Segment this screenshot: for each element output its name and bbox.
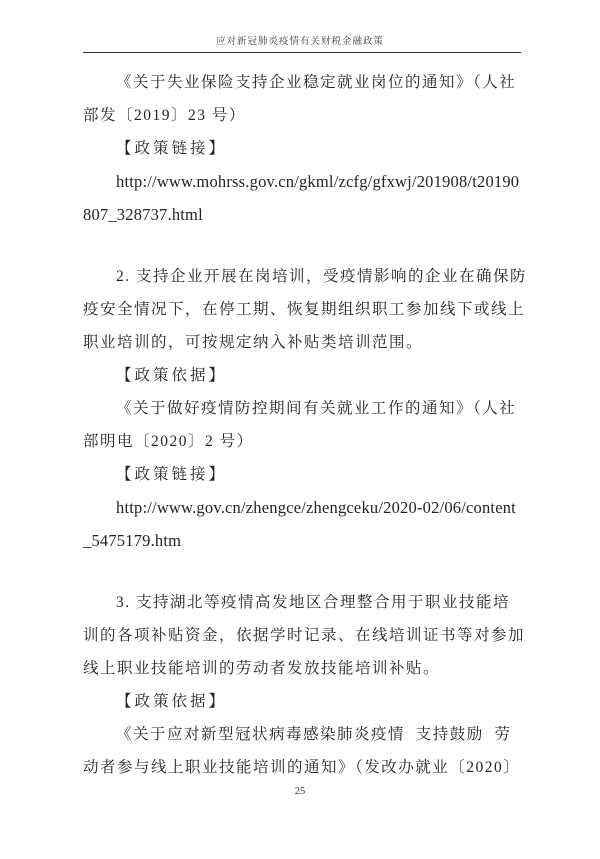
- doc-line-item2: 职业培训的，可按规定纳入补贴类培训范围。: [83, 334, 424, 351]
- doc-line-item2: 疫安全情况下，在停工期、恢复期组织职工参加线下或线上: [83, 301, 526, 318]
- doc-line-notice-title: 《关于应对新型冠状病毒感染肺炎疫情 支持鼓励 劳: [116, 726, 512, 743]
- policy-url-line: 807_328737.html: [83, 205, 203, 224]
- paragraph-gap: [83, 557, 523, 586]
- page-number: 25: [294, 786, 306, 797]
- doc-line-notice-number: 部发〔2019〕23 号）: [83, 107, 246, 124]
- paragraph-gap: [83, 231, 523, 260]
- policy-link-heading: 【政策链接】: [116, 140, 228, 157]
- document-body: [83, 66, 528, 784]
- policy-basis-heading: 【政策依据】: [116, 693, 228, 710]
- doc-line-notice-title: 《关于失业保险支持企业稳定就业岗位的通知》（人社: [116, 74, 517, 91]
- page-header-title: 应对新冠肺炎疫情有关财税金融政策: [215, 37, 384, 47]
- header-rule: [83, 52, 521, 53]
- policy-url-line: _5475179.htm: [83, 531, 182, 550]
- policy-url-line: http://www.mohrss.gov.cn/gkml/zcfg/gfxwj/201908/t20190: [116, 172, 520, 191]
- doc-line-item3: 训的各项补贴资金，依据学时记录、在线培训证书等对参加: [83, 627, 526, 644]
- policy-basis-heading: 【政策依据】: [116, 367, 228, 384]
- doc-line-notice-number: 部明电〔2020〕2 号）: [83, 433, 254, 450]
- doc-line-item3: 线上职业技能培训的劳动者发放技能培训补贴。: [83, 660, 441, 677]
- doc-line-notice-title: 《关于做好疫情防控期间有关就业工作的通知》（人社: [116, 400, 517, 417]
- policy-link-heading: 【政策链接】: [116, 466, 228, 483]
- policy-url-line: http://www.gov.cn/zhengce/zhengceku/2020-02/06/content: [116, 498, 516, 517]
- doc-line-item3: 3. 支持湖北等疫情高发地区合理整合用于职业技能培: [116, 594, 511, 611]
- doc-line-item2: 2. 支持企业开展在岗培训，受疫情影响的企业在确保防: [116, 268, 528, 285]
- doc-line-notice-title: 动者参与线上职业技能培训的通知》（发改办就业〔2020〕: [83, 759, 521, 776]
